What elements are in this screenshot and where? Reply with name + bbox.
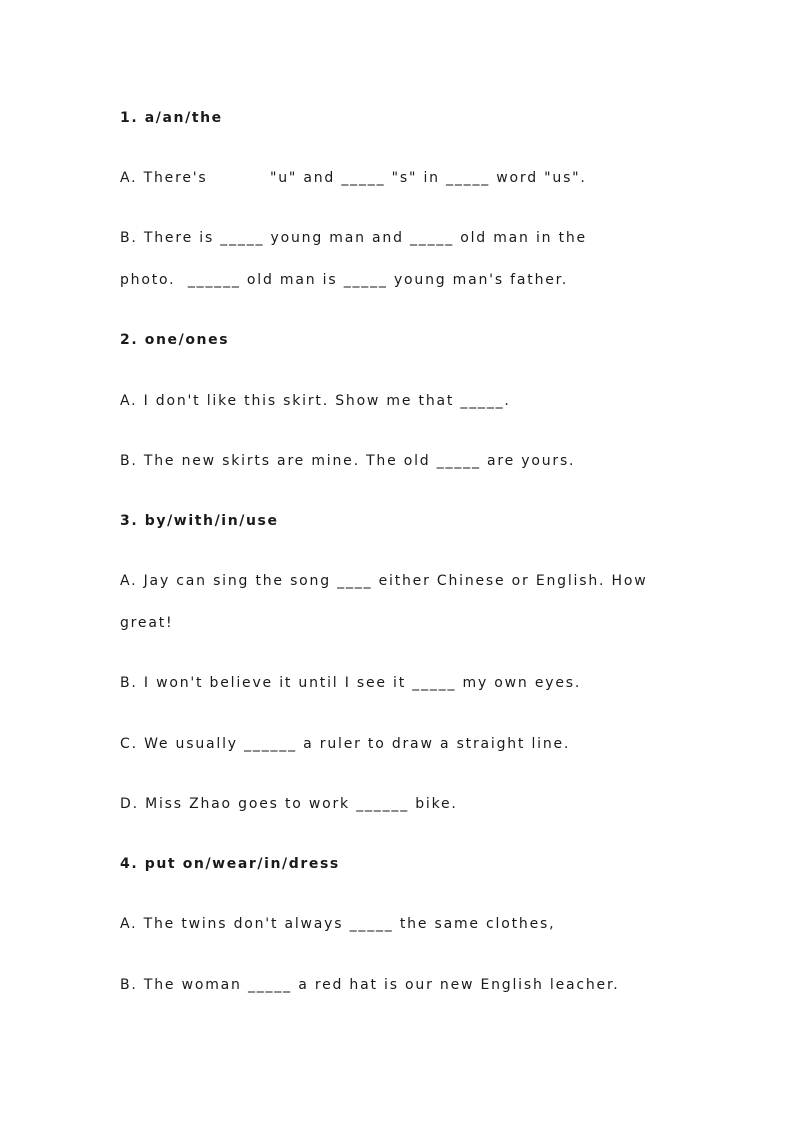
section-3-question-b: B. I won't believe it until I see it _____ my own eyes. (120, 675, 582, 691)
section-2-question-a: A. I don't like this skirt. Show me that _____. (120, 393, 511, 409)
section-3-question-a: A. Jay can sing the song ____ either Chinese or English. How (120, 573, 648, 589)
section-1-question-b: B. There is _____ young man and _____ old man in the (120, 230, 587, 246)
section-3-heading: 3. by/with/in/use (120, 513, 279, 529)
section-1-question-b-continued: photo. ______ old man is _____ young man's father. (120, 272, 569, 288)
section-1-question-a: A. There's "u" and _____ "s" in _____ word "us". (120, 170, 587, 186)
section-3-question-d: D. Miss Zhao goes to work ______ bike. (120, 796, 458, 812)
section-2-heading: 2. one/ones (120, 332, 230, 348)
section-2-question-b: B. The new skirts are mine. The old _____ are yours. (120, 453, 576, 469)
section-3-question-a-continued: great! (120, 615, 174, 631)
section-1-heading: 1. a/an/the (120, 110, 223, 126)
section-4-heading: 4. put on/wear/in/dress (120, 856, 340, 872)
section-4-question-b: B. The woman _____ a red hat is our new English leacher. (120, 977, 620, 993)
section-3-question-c: C. We usually ______ a ruler to draw a straight line. (120, 736, 571, 752)
section-4-question-a: A. The twins don't always _____ the same clothes, (120, 916, 556, 932)
